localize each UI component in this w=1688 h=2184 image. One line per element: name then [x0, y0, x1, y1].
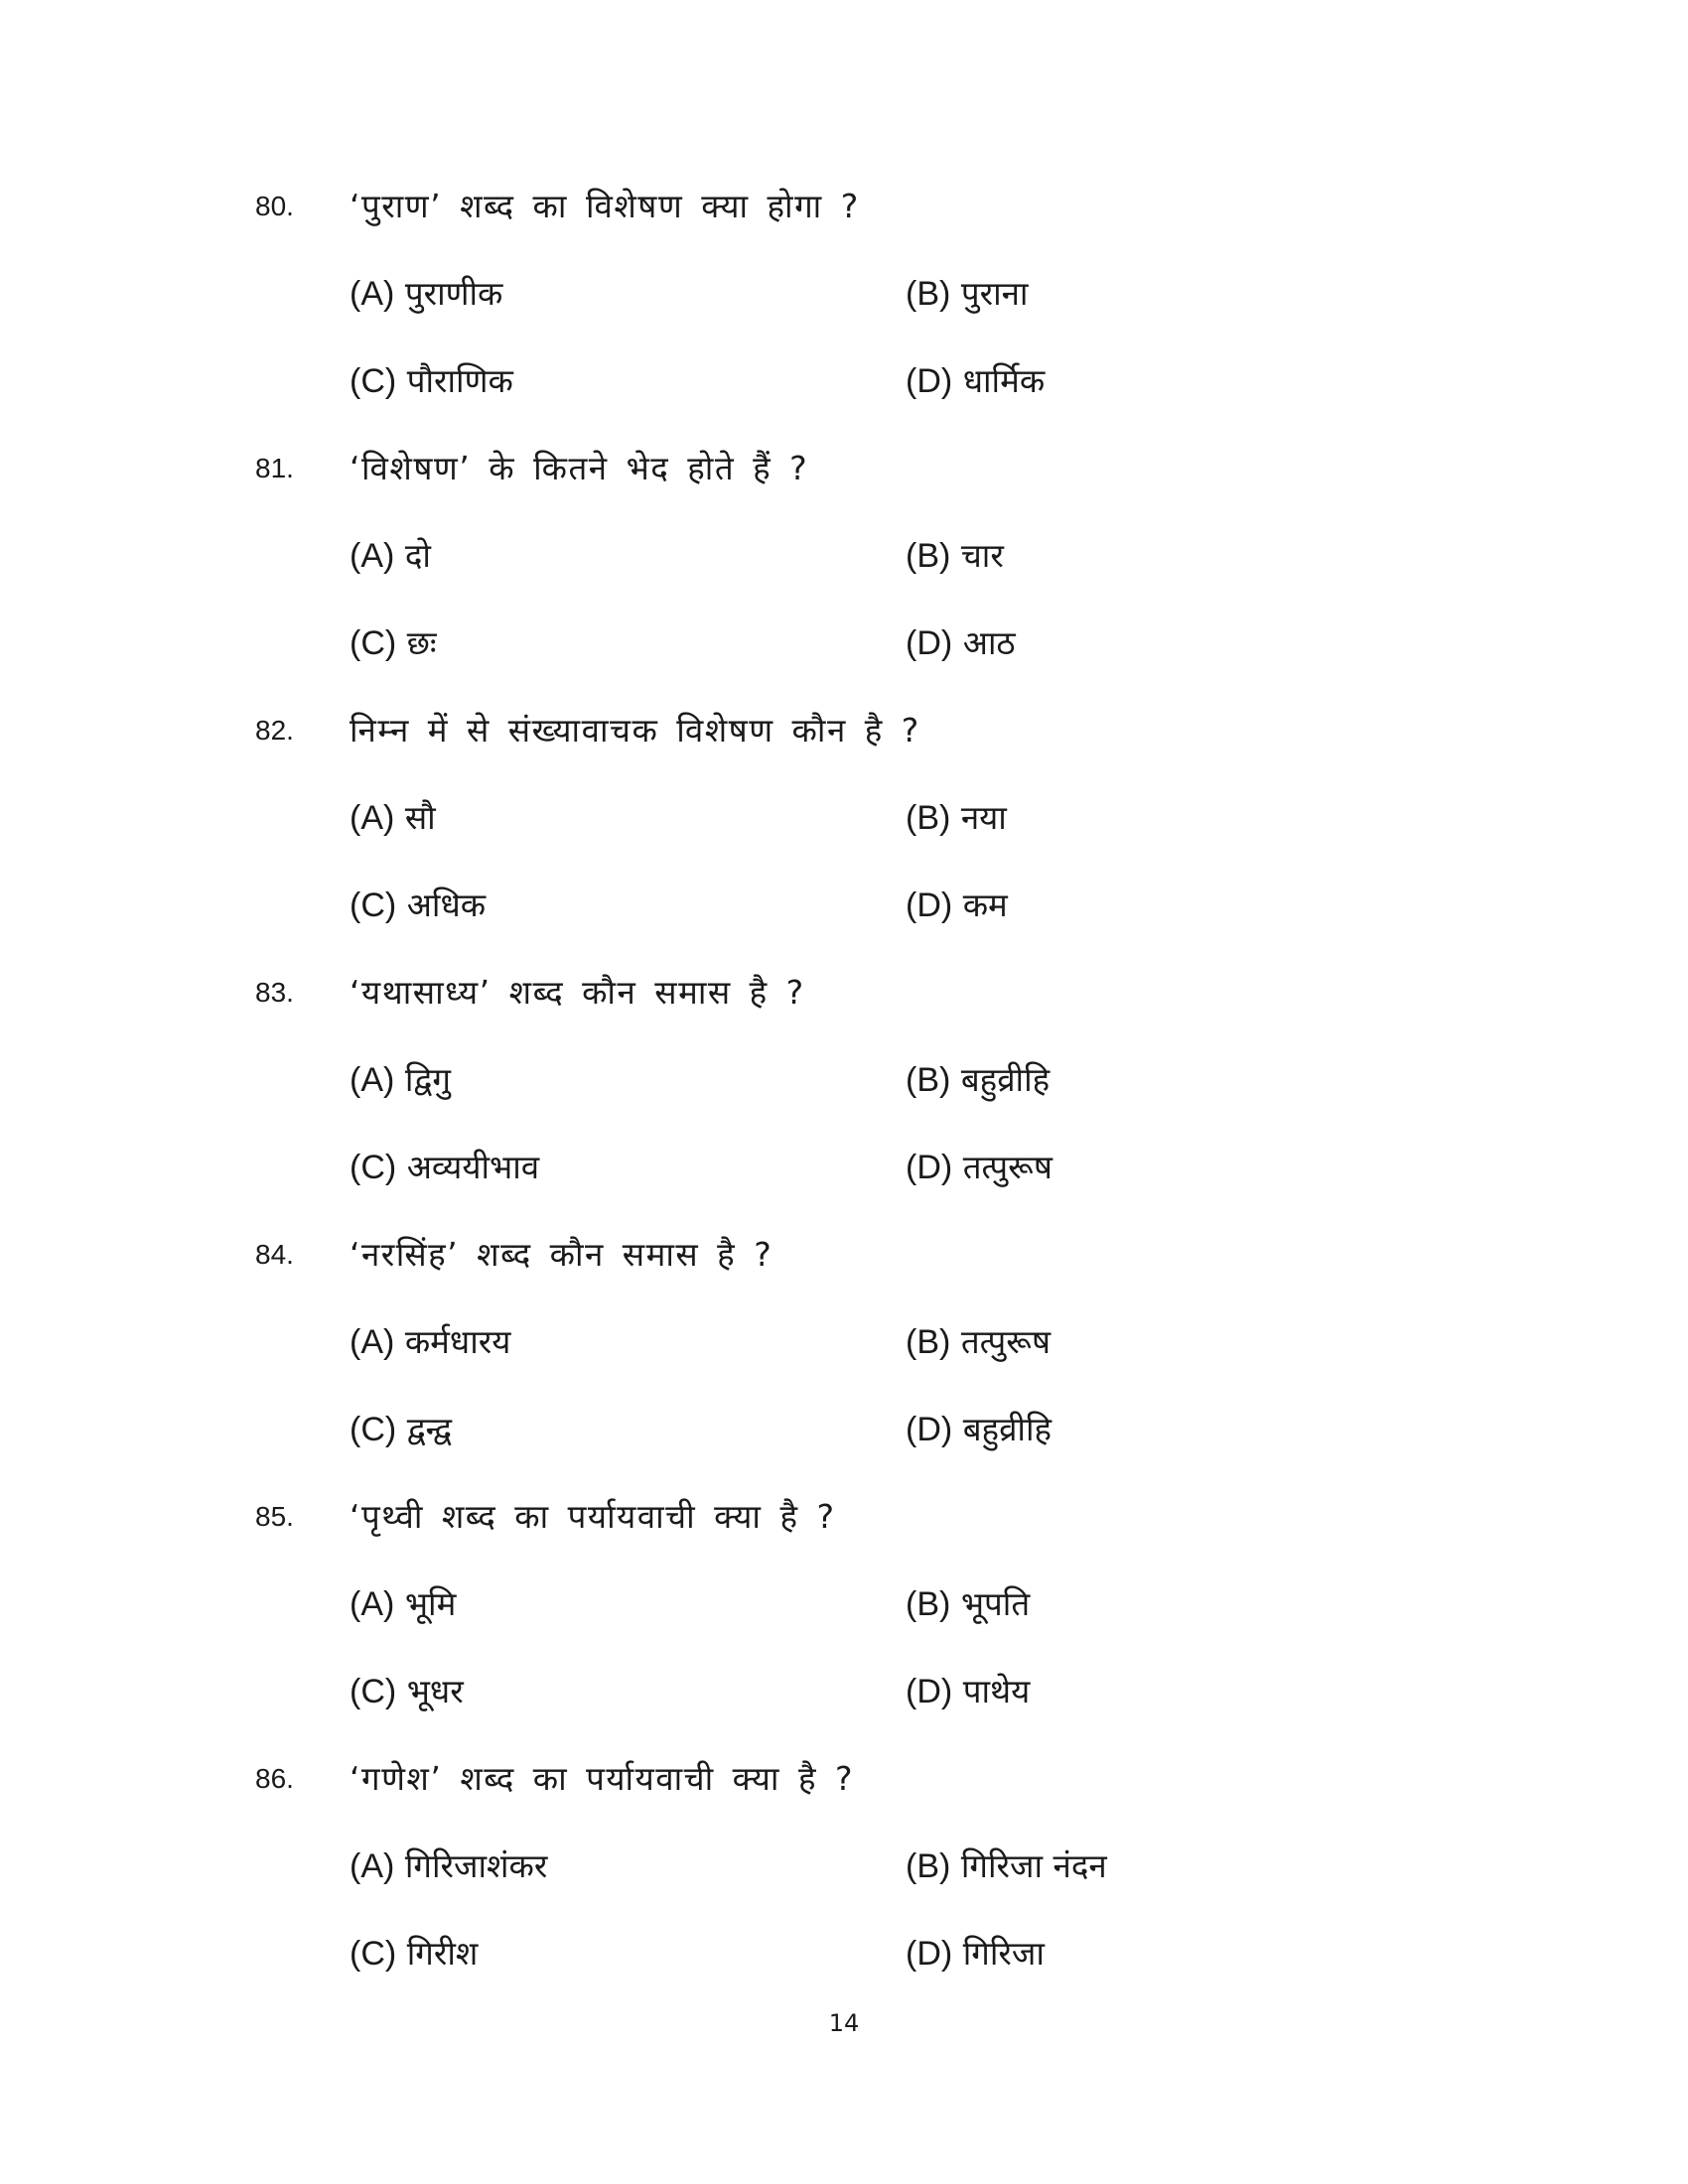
option-letter: (A) — [350, 1585, 395, 1623]
option-text: दो — [404, 536, 431, 575]
option-letter: (D) — [906, 1935, 953, 1973]
option-text: पुराना — [960, 274, 1029, 313]
option-letter: (D) — [906, 1411, 953, 1448]
question-text: ‘पुराण’ शब्द का विशेषण क्या होगा ? — [350, 187, 860, 225]
option-text: भूमि — [404, 1584, 457, 1623]
option-text: बहुव्रीहि — [962, 1410, 1053, 1448]
option-a — [350, 1058, 451, 1102]
question-80 — [0, 185, 1688, 433]
option-letter: (C) — [350, 624, 397, 662]
option-text: सौ — [404, 798, 436, 837]
option-b — [906, 1058, 1050, 1102]
option-text: द्वन्द्व — [406, 1410, 453, 1448]
option-b — [906, 1844, 1107, 1888]
question-number: 84. — [255, 1239, 294, 1270]
option-a — [350, 1844, 547, 1888]
option-letter: (B) — [906, 1061, 951, 1099]
option-letter: (B) — [906, 1323, 951, 1361]
option-a — [350, 534, 431, 578]
question-86 — [0, 1757, 1688, 2005]
option-letter: (A) — [350, 537, 395, 575]
option-letter: (A) — [350, 275, 395, 313]
option-text: धार्मिक — [962, 361, 1046, 400]
option-text: भूपति — [960, 1584, 1031, 1623]
option-a — [350, 796, 436, 840]
question-number: 83. — [255, 977, 294, 1008]
option-letter: (A) — [350, 1847, 395, 1885]
option-c — [350, 1408, 452, 1451]
option-c — [350, 621, 437, 665]
question-81 — [0, 447, 1688, 695]
option-d — [906, 359, 1045, 403]
option-letter: (B) — [906, 1847, 951, 1885]
option-c — [350, 884, 486, 927]
option-text: कर्मधारय — [404, 1322, 511, 1361]
option-a — [350, 1582, 456, 1626]
option-d — [906, 1146, 1053, 1189]
question-text: ‘नरसिंह’ शब्द कौन समास है ? — [350, 1235, 774, 1274]
question-84 — [0, 1233, 1688, 1481]
option-text: नया — [960, 798, 1007, 837]
option-b — [906, 796, 1007, 840]
option-d — [906, 1670, 1030, 1713]
option-d — [906, 621, 1016, 665]
option-text: गिरिजा — [962, 1934, 1045, 1973]
option-b — [906, 1320, 1051, 1364]
option-letter: (D) — [906, 1149, 953, 1186]
option-d — [906, 884, 1008, 927]
option-c — [350, 1932, 478, 1976]
option-text: आठ — [962, 623, 1016, 662]
option-b — [906, 1582, 1030, 1626]
option-text: पुराणीक — [404, 274, 503, 313]
option-b — [906, 534, 1004, 578]
question-text: ‘गणेश’ शब्द का पर्यायवाची क्या है ? — [350, 1759, 854, 1798]
option-text: पाथेय — [962, 1672, 1031, 1710]
question-number: 86. — [255, 1763, 294, 1794]
option-text: अव्ययीभाव — [406, 1148, 540, 1186]
question-text: ‘विशेषण’ के कितने भेद होते हैं ? — [350, 449, 809, 487]
option-text: गिरिजा नंदन — [960, 1846, 1107, 1885]
option-letter: (C) — [350, 1411, 397, 1448]
question-number: 82. — [255, 715, 294, 746]
option-text: छः — [406, 623, 437, 662]
option-d — [906, 1408, 1052, 1451]
option-letter: (D) — [906, 1673, 953, 1710]
option-letter: (B) — [906, 275, 951, 313]
question-text: ‘पृथ्वी शब्द का पर्यायवाची क्या है ? — [350, 1497, 836, 1536]
option-letter: (B) — [906, 1585, 951, 1623]
question-text: ‘यथासाध्य’ शब्द कौन समास है ? — [350, 973, 805, 1012]
option-letter: (A) — [350, 1061, 395, 1099]
option-text: अधिक — [406, 886, 487, 924]
option-letter: (B) — [906, 799, 951, 837]
option-letter: (A) — [350, 799, 395, 837]
option-a — [350, 272, 502, 316]
option-text: भूधर — [406, 1672, 464, 1710]
option-letter: (D) — [906, 362, 953, 400]
option-letter: (C) — [350, 887, 397, 924]
option-letter: (C) — [350, 1149, 397, 1186]
option-letter: (C) — [350, 362, 397, 400]
option-letter: (D) — [906, 624, 953, 662]
question-text: निम्न में से संख्यावाचक विशेषण कौन है ? — [350, 711, 920, 750]
option-text: कम — [962, 886, 1008, 924]
option-letter: (A) — [350, 1323, 395, 1361]
option-letter: (D) — [906, 887, 953, 924]
option-letter: (C) — [350, 1935, 397, 1973]
question-number: 81. — [255, 453, 294, 483]
option-letter: (C) — [350, 1673, 397, 1710]
option-text: तत्पुरूष — [962, 1148, 1053, 1186]
option-a — [350, 1320, 510, 1364]
page-number: 14 — [828, 2009, 860, 2037]
option-text: पौराणिक — [406, 361, 513, 400]
option-letter: (B) — [906, 537, 951, 575]
option-text: तत्पुरूष — [960, 1322, 1052, 1361]
question-number: 80. — [255, 191, 294, 221]
question-number: 85. — [255, 1501, 294, 1532]
option-c — [350, 1146, 539, 1189]
option-text: गिरीश — [406, 1934, 479, 1973]
option-b — [906, 272, 1028, 316]
question-85 — [0, 1495, 1688, 1743]
option-d — [906, 1932, 1045, 1976]
option-text: चार — [960, 536, 1004, 575]
option-text: बहुव्रीहि — [960, 1060, 1051, 1099]
option-c — [350, 359, 513, 403]
question-83 — [0, 971, 1688, 1219]
option-text: द्विगु — [404, 1060, 451, 1099]
option-text: गिरिजाशंकर — [404, 1846, 548, 1885]
question-82 — [0, 709, 1688, 957]
option-c — [350, 1670, 464, 1713]
